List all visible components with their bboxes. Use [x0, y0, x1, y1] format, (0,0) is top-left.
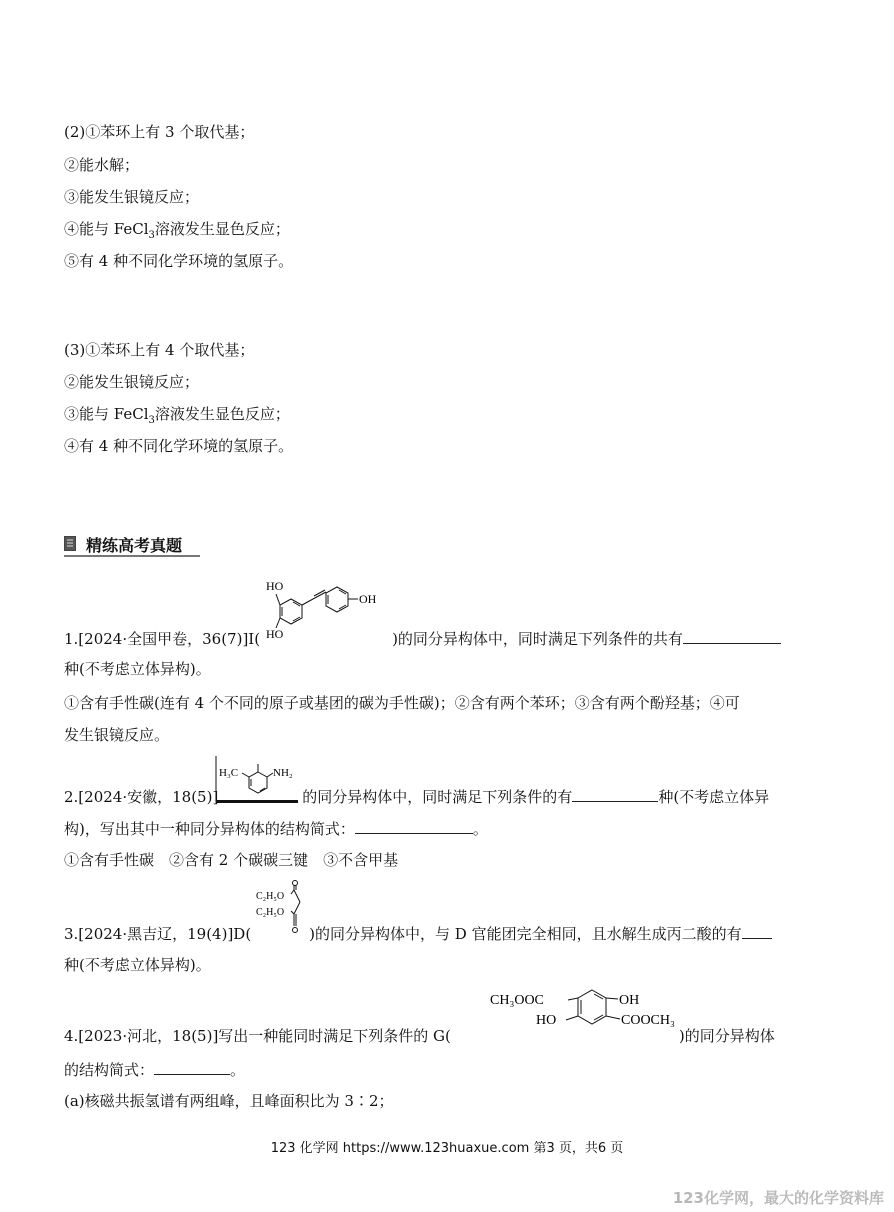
answer-blank[interactable] [154, 1058, 230, 1075]
q4-mol-bottom-left: HO [536, 1013, 557, 1028]
page-footer: 123 化学网 https://www.123huaxue.com 第3 页，共6 页 [270, 1141, 624, 1156]
q2-line1 [64, 785, 769, 807]
q2-conditions: ①含有手性碳 ②含有 2 个碳碳三键 ③不含甲基 [64, 851, 399, 869]
subscript: 3 [148, 415, 155, 426]
part2-line5: ⑤有 4 种不同化学环境的氢原子。 [64, 252, 294, 270]
q4-mol-top-left: CH₃OOC [490, 993, 544, 1008]
q4-line2 [64, 1058, 245, 1080]
watermark: 123化学网，最大的化学资料库 [672, 1189, 884, 1207]
text: 溶液发生显色反应； [154, 405, 290, 423]
text: 的同分异构体中，同时满足下列条件的有 [302, 788, 573, 806]
part2-line1: (2)①苯环上有 3 个取代基； [64, 123, 255, 141]
part3-line2: ②能发生银镜反应； [64, 373, 200, 391]
section-heading [64, 533, 200, 557]
part3-line3 [64, 404, 290, 424]
q3-line2: 种(不考虑立体异构)。 [64, 956, 211, 974]
text: ④能与 FeCl [64, 220, 149, 238]
q3-line1 [64, 922, 772, 944]
document-icon [64, 536, 76, 551]
q1-cond-line2: 发生银镜反应。 [64, 726, 170, 744]
text: 3.[2024·黑吉辽，19(4)]D( [64, 925, 252, 943]
text: 种(不考虑立体异 [658, 788, 770, 806]
part2-line4 [64, 219, 290, 239]
text: 2.[2024·安徽，18(5)] [64, 788, 219, 806]
part2-line2: ②能水解； [64, 156, 140, 174]
q3-mol-group1: C₂H₅O [256, 891, 285, 902]
q1-line1 [64, 627, 781, 649]
section-title: 精练高考真题 [86, 536, 183, 555]
q1-mol-ho-top: HO [266, 579, 284, 593]
q1-cond-line1: ①含有手性碳(连有 4 个不同的原子或基团的碳为手性碳)；②含有两个苯环；③含有两个酚羟基；④可 [64, 694, 740, 712]
text: 溶液发生显色反应； [154, 220, 290, 238]
text: )的同分异构体中，同时满足下列条件的共有 [392, 630, 683, 648]
part3-line4: ④有 4 种不同化学环境的氢原子。 [64, 437, 294, 455]
q1-line2: 种(不考虑立体异构)。 [64, 660, 211, 678]
text: 4.[2023·河北，18(5)]写出一种能同时满足下列条件的 G( [64, 1027, 451, 1045]
q4-condition-a: (a)核磁共振氢谱有两组峰，且峰面积比为 3∶2； [64, 1092, 394, 1110]
text: 。 [230, 1061, 246, 1079]
text: )的同分异构体 [678, 1027, 775, 1045]
q4-mol-bottom-right: COOCH₃ [621, 1013, 675, 1028]
q1-mol-ho-bottom: HO [266, 627, 284, 641]
answer-blank[interactable] [572, 785, 658, 802]
text: )的同分异构体中，与 D 官能团完全相同，且水解生成丙二酸的有 [309, 925, 742, 943]
q2-mol-nh2: NH₂ [273, 767, 293, 779]
answer-blank[interactable] [742, 922, 772, 939]
subscript: 3 [148, 230, 155, 241]
text: 1.[2024·全国甲卷，36(7)]I( [64, 630, 261, 648]
text: ③能与 FeCl [64, 405, 149, 423]
text: 。 [472, 820, 488, 838]
part3-line1: (3)①苯环上有 4 个取代基； [64, 341, 255, 359]
answer-blank[interactable] [355, 817, 473, 834]
part2-line3: ③能发生银镜反应； [64, 188, 200, 206]
text: 的结构简式： [64, 1061, 155, 1079]
q4-line1 [64, 1026, 775, 1046]
q1-mol-oh: OH [359, 592, 377, 606]
carbonyl-oxygen [293, 881, 298, 886]
q2-line2 [64, 817, 488, 839]
q3-mol-group2: C₂H₅O [256, 907, 285, 918]
text: 构)，写出其中一种同分异构体的结构简式： [64, 820, 355, 838]
q4-mol-top-right: OH [619, 993, 640, 1008]
q2-mol-h3c: H₃C [219, 767, 239, 779]
answer-blank[interactable] [683, 627, 781, 644]
